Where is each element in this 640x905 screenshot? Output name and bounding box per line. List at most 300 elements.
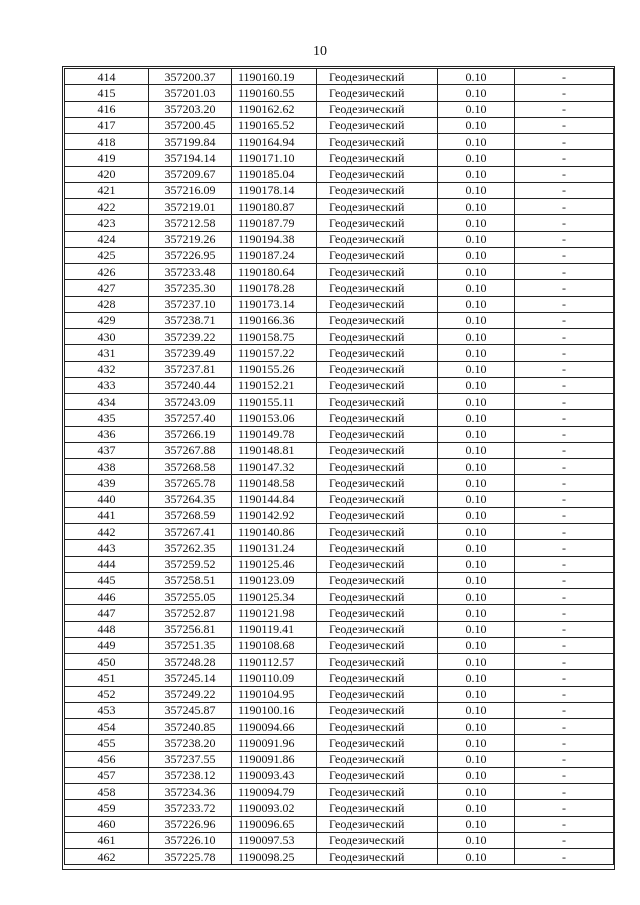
note-cell: -	[515, 329, 614, 345]
y-coordinate-cell: 1190100.16	[232, 702, 317, 718]
point-number-cell: 416	[65, 101, 149, 117]
table-row	[65, 654, 614, 670]
note-cell: -	[515, 101, 614, 117]
point-number-cell: 441	[65, 507, 149, 523]
method-cell: Геодезический	[317, 572, 438, 588]
accuracy-cell: 0.10	[438, 816, 515, 832]
note-cell: -	[515, 832, 614, 848]
point-number-cell: 418	[65, 134, 149, 150]
method-cell: Геодезический	[317, 507, 438, 523]
accuracy-cell: 0.10	[438, 296, 515, 312]
point-number-cell: 415	[65, 85, 149, 101]
x-coordinate-cell: 357237.81	[149, 361, 232, 377]
y-coordinate-cell: 1190166.36	[232, 312, 317, 328]
note-cell: -	[515, 442, 614, 458]
x-coordinate-cell: 357219.26	[149, 231, 232, 247]
note-cell: -	[515, 767, 614, 783]
note-cell: -	[515, 69, 614, 85]
y-coordinate-cell: 1190091.96	[232, 735, 317, 751]
note-cell: -	[515, 621, 614, 637]
table-row	[65, 410, 614, 426]
method-cell: Геодезический	[317, 849, 438, 865]
table-row	[65, 69, 614, 85]
method-cell: Геодезический	[317, 735, 438, 751]
table-row	[65, 572, 614, 588]
method-cell: Геодезический	[317, 264, 438, 280]
x-coordinate-cell: 357264.35	[149, 491, 232, 507]
y-coordinate-cell: 1190119.41	[232, 621, 317, 637]
method-cell: Геодезический	[317, 475, 438, 491]
x-coordinate-cell: 357216.09	[149, 182, 232, 198]
x-coordinate-cell: 357267.41	[149, 524, 232, 540]
accuracy-cell: 0.10	[438, 849, 515, 865]
accuracy-cell: 0.10	[438, 572, 515, 588]
y-coordinate-cell: 1190152.21	[232, 377, 317, 393]
y-coordinate-cell: 1190131.24	[232, 540, 317, 556]
method-cell: Геодезический	[317, 784, 438, 800]
point-number-cell: 448	[65, 621, 149, 637]
y-coordinate-cell: 1190180.87	[232, 199, 317, 215]
x-coordinate-cell: 357225.78	[149, 849, 232, 865]
accuracy-cell: 0.10	[438, 442, 515, 458]
accuracy-cell: 0.10	[438, 621, 515, 637]
table-row	[65, 150, 614, 166]
point-number-cell: 462	[65, 849, 149, 865]
x-coordinate-cell: 357235.30	[149, 280, 232, 296]
point-number-cell: 450	[65, 654, 149, 670]
method-cell: Геодезический	[317, 150, 438, 166]
note-cell: -	[515, 572, 614, 588]
method-cell: Геодезический	[317, 296, 438, 312]
accuracy-cell: 0.10	[438, 491, 515, 507]
accuracy-cell: 0.10	[438, 637, 515, 653]
point-number-cell: 456	[65, 751, 149, 767]
note-cell: -	[515, 199, 614, 215]
point-number-cell: 453	[65, 702, 149, 718]
accuracy-cell: 0.10	[438, 247, 515, 263]
y-coordinate-cell: 1190093.43	[232, 767, 317, 783]
accuracy-cell: 0.10	[438, 540, 515, 556]
point-number-cell: 440	[65, 491, 149, 507]
x-coordinate-cell: 357238.20	[149, 735, 232, 751]
point-number-cell: 451	[65, 670, 149, 686]
method-cell: Геодезический	[317, 247, 438, 263]
point-number-cell: 447	[65, 605, 149, 621]
point-number-cell: 430	[65, 329, 149, 345]
method-cell: Геодезический	[317, 231, 438, 247]
table-row	[65, 312, 614, 328]
note-cell: -	[515, 459, 614, 475]
y-coordinate-cell: 1190160.55	[232, 85, 317, 101]
x-coordinate-cell: 357245.87	[149, 702, 232, 718]
x-coordinate-cell: 357237.10	[149, 296, 232, 312]
point-number-cell: 428	[65, 296, 149, 312]
table-row	[65, 767, 614, 783]
point-number-cell: 446	[65, 589, 149, 605]
x-coordinate-cell: 357240.85	[149, 719, 232, 735]
method-cell: Геодезический	[317, 182, 438, 198]
accuracy-cell: 0.10	[438, 475, 515, 491]
table-row	[65, 199, 614, 215]
x-coordinate-cell: 357239.49	[149, 345, 232, 361]
method-cell: Геодезический	[317, 670, 438, 686]
table-row	[65, 800, 614, 816]
point-number-cell: 443	[65, 540, 149, 556]
point-number-cell: 457	[65, 767, 149, 783]
point-number-cell: 426	[65, 264, 149, 280]
note-cell: -	[515, 215, 614, 231]
x-coordinate-cell: 357209.67	[149, 166, 232, 182]
accuracy-cell: 0.10	[438, 377, 515, 393]
accuracy-cell: 0.10	[438, 719, 515, 735]
x-coordinate-cell: 357226.96	[149, 816, 232, 832]
accuracy-cell: 0.10	[438, 524, 515, 540]
y-coordinate-cell: 1190171.10	[232, 150, 317, 166]
table-row	[65, 264, 614, 280]
x-coordinate-cell: 357267.88	[149, 442, 232, 458]
accuracy-cell: 0.10	[438, 199, 515, 215]
x-coordinate-cell: 357252.87	[149, 605, 232, 621]
coordinates-table-body	[65, 69, 614, 865]
table-row	[65, 832, 614, 848]
note-cell: -	[515, 654, 614, 670]
y-coordinate-cell: 1190153.06	[232, 410, 317, 426]
method-cell: Геодезический	[317, 312, 438, 328]
table-row	[65, 182, 614, 198]
page-number: 10	[313, 44, 327, 59]
table-row	[65, 85, 614, 101]
note-cell: -	[515, 394, 614, 410]
accuracy-cell: 0.10	[438, 459, 515, 475]
point-number-cell: 439	[65, 475, 149, 491]
y-coordinate-cell: 1190125.46	[232, 556, 317, 572]
method-cell: Геодезический	[317, 621, 438, 637]
note-cell: -	[515, 475, 614, 491]
table-row	[65, 101, 614, 117]
table-row	[65, 816, 614, 832]
x-coordinate-cell: 357255.05	[149, 589, 232, 605]
x-coordinate-cell: 357233.48	[149, 264, 232, 280]
note-cell: -	[515, 134, 614, 150]
note-cell: -	[515, 589, 614, 605]
accuracy-cell: 0.10	[438, 345, 515, 361]
note-cell: -	[515, 556, 614, 572]
y-coordinate-cell: 1190147.32	[232, 459, 317, 475]
x-coordinate-cell: 357212.58	[149, 215, 232, 231]
point-number-cell: 452	[65, 686, 149, 702]
method-cell: Геодезический	[317, 702, 438, 718]
table-row	[65, 345, 614, 361]
y-coordinate-cell: 1190104.95	[232, 686, 317, 702]
y-coordinate-cell: 1190140.86	[232, 524, 317, 540]
x-coordinate-cell: 357257.40	[149, 410, 232, 426]
y-coordinate-cell: 1190155.26	[232, 361, 317, 377]
table-row	[65, 751, 614, 767]
table-row	[65, 621, 614, 637]
point-number-cell: 436	[65, 426, 149, 442]
x-coordinate-cell: 357226.95	[149, 247, 232, 263]
note-cell: -	[515, 264, 614, 280]
note-cell: -	[515, 540, 614, 556]
point-number-cell: 421	[65, 182, 149, 198]
note-cell: -	[515, 800, 614, 816]
y-coordinate-cell: 1190094.79	[232, 784, 317, 800]
method-cell: Геодезический	[317, 69, 438, 85]
note-cell: -	[515, 637, 614, 653]
point-number-cell: 437	[65, 442, 149, 458]
accuracy-cell: 0.10	[438, 410, 515, 426]
method-cell: Геодезический	[317, 832, 438, 848]
y-coordinate-cell: 1190155.11	[232, 394, 317, 410]
note-cell: -	[515, 751, 614, 767]
x-coordinate-cell: 357200.45	[149, 117, 232, 133]
x-coordinate-cell: 357200.37	[149, 69, 232, 85]
table-row	[65, 524, 614, 540]
y-coordinate-cell: 1190121.98	[232, 605, 317, 621]
method-cell: Геодезический	[317, 134, 438, 150]
point-number-cell: 455	[65, 735, 149, 751]
point-number-cell: 425	[65, 247, 149, 263]
note-cell: -	[515, 491, 614, 507]
accuracy-cell: 0.10	[438, 784, 515, 800]
method-cell: Геодезический	[317, 361, 438, 377]
x-coordinate-cell: 357237.55	[149, 751, 232, 767]
method-cell: Геодезический	[317, 800, 438, 816]
y-coordinate-cell: 1190144.84	[232, 491, 317, 507]
x-coordinate-cell: 357249.22	[149, 686, 232, 702]
y-coordinate-cell: 1190148.58	[232, 475, 317, 491]
point-number-cell: 414	[65, 69, 149, 85]
note-cell: -	[515, 524, 614, 540]
method-cell: Геодезический	[317, 101, 438, 117]
y-coordinate-cell: 1190123.09	[232, 572, 317, 588]
accuracy-cell: 0.10	[438, 507, 515, 523]
accuracy-cell: 0.10	[438, 686, 515, 702]
method-cell: Геодезический	[317, 637, 438, 653]
method-cell: Геодезический	[317, 199, 438, 215]
note-cell: -	[515, 166, 614, 182]
x-coordinate-cell: 357243.09	[149, 394, 232, 410]
method-cell: Геодезический	[317, 459, 438, 475]
note-cell: -	[515, 345, 614, 361]
y-coordinate-cell: 1190098.25	[232, 849, 317, 865]
x-coordinate-cell: 357234.36	[149, 784, 232, 800]
method-cell: Геодезический	[317, 719, 438, 735]
y-coordinate-cell: 1190097.53	[232, 832, 317, 848]
accuracy-cell: 0.10	[438, 312, 515, 328]
coordinates-table	[64, 68, 614, 865]
method-cell: Геодезический	[317, 442, 438, 458]
point-number-cell: 433	[65, 377, 149, 393]
method-cell: Геодезический	[317, 85, 438, 101]
accuracy-cell: 0.10	[438, 654, 515, 670]
method-cell: Геодезический	[317, 524, 438, 540]
method-cell: Геодезический	[317, 491, 438, 507]
y-coordinate-cell: 1190194.38	[232, 231, 317, 247]
table-row	[65, 426, 614, 442]
note-cell: -	[515, 686, 614, 702]
table-row	[65, 849, 614, 865]
point-number-cell: 432	[65, 361, 149, 377]
method-cell: Геодезический	[317, 540, 438, 556]
accuracy-cell: 0.10	[438, 394, 515, 410]
table-row	[65, 134, 614, 150]
y-coordinate-cell: 1190093.02	[232, 800, 317, 816]
x-coordinate-cell: 357248.28	[149, 654, 232, 670]
x-coordinate-cell: 357259.52	[149, 556, 232, 572]
method-cell: Геодезический	[317, 215, 438, 231]
method-cell: Геодезический	[317, 426, 438, 442]
x-coordinate-cell: 357256.81	[149, 621, 232, 637]
y-coordinate-cell: 1190148.81	[232, 442, 317, 458]
y-coordinate-cell: 1190178.28	[232, 280, 317, 296]
note-cell: -	[515, 507, 614, 523]
accuracy-cell: 0.10	[438, 117, 515, 133]
method-cell: Геодезический	[317, 117, 438, 133]
method-cell: Геодезический	[317, 394, 438, 410]
x-coordinate-cell: 357262.35	[149, 540, 232, 556]
table-row	[65, 605, 614, 621]
table-row	[65, 686, 614, 702]
method-cell: Геодезический	[317, 816, 438, 832]
method-cell: Геодезический	[317, 329, 438, 345]
note-cell: -	[515, 117, 614, 133]
x-coordinate-cell: 357203.20	[149, 101, 232, 117]
table-row	[65, 394, 614, 410]
note-cell: -	[515, 816, 614, 832]
table-row	[65, 247, 614, 263]
point-number-cell: 438	[65, 459, 149, 475]
point-number-cell: 459	[65, 800, 149, 816]
note-cell: -	[515, 377, 614, 393]
table-row	[65, 540, 614, 556]
point-number-cell: 449	[65, 637, 149, 653]
note-cell: -	[515, 670, 614, 686]
x-coordinate-cell: 357240.44	[149, 377, 232, 393]
point-number-cell: 458	[65, 784, 149, 800]
table-row	[65, 442, 614, 458]
method-cell: Геодезический	[317, 280, 438, 296]
table-row	[65, 719, 614, 735]
y-coordinate-cell: 1190180.64	[232, 264, 317, 280]
accuracy-cell: 0.10	[438, 670, 515, 686]
note-cell: -	[515, 605, 614, 621]
table-row	[65, 589, 614, 605]
x-coordinate-cell: 357251.35	[149, 637, 232, 653]
accuracy-cell: 0.10	[438, 231, 515, 247]
table-row	[65, 491, 614, 507]
point-number-cell: 434	[65, 394, 149, 410]
point-number-cell: 419	[65, 150, 149, 166]
method-cell: Геодезический	[317, 377, 438, 393]
y-coordinate-cell: 1190108.68	[232, 637, 317, 653]
note-cell: -	[515, 296, 614, 312]
y-coordinate-cell: 1190164.94	[232, 134, 317, 150]
note-cell: -	[515, 361, 614, 377]
y-coordinate-cell: 1190149.78	[232, 426, 317, 442]
x-coordinate-cell: 357201.03	[149, 85, 232, 101]
note-cell: -	[515, 735, 614, 751]
x-coordinate-cell: 357268.59	[149, 507, 232, 523]
note-cell: -	[515, 85, 614, 101]
method-cell: Геодезический	[317, 556, 438, 572]
method-cell: Геодезический	[317, 345, 438, 361]
table-row	[65, 280, 614, 296]
y-coordinate-cell: 1190178.14	[232, 182, 317, 198]
y-coordinate-cell: 1190187.24	[232, 247, 317, 263]
x-coordinate-cell: 357268.58	[149, 459, 232, 475]
y-coordinate-cell: 1190187.79	[232, 215, 317, 231]
y-coordinate-cell: 1190096.65	[232, 816, 317, 832]
y-coordinate-cell: 1190160.19	[232, 69, 317, 85]
x-coordinate-cell: 357266.19	[149, 426, 232, 442]
point-number-cell: 417	[65, 117, 149, 133]
y-coordinate-cell: 1190110.09	[232, 670, 317, 686]
accuracy-cell: 0.10	[438, 751, 515, 767]
accuracy-cell: 0.10	[438, 735, 515, 751]
point-number-cell: 445	[65, 572, 149, 588]
table-row	[65, 329, 614, 345]
accuracy-cell: 0.10	[438, 166, 515, 182]
note-cell: -	[515, 702, 614, 718]
table-row	[65, 117, 614, 133]
x-coordinate-cell: 357238.12	[149, 767, 232, 783]
x-coordinate-cell: 357194.14	[149, 150, 232, 166]
point-number-cell: 460	[65, 816, 149, 832]
table-row	[65, 296, 614, 312]
x-coordinate-cell: 357233.72	[149, 800, 232, 816]
note-cell: -	[515, 410, 614, 426]
accuracy-cell: 0.10	[438, 589, 515, 605]
note-cell: -	[515, 312, 614, 328]
accuracy-cell: 0.10	[438, 69, 515, 85]
y-coordinate-cell: 1190125.34	[232, 589, 317, 605]
note-cell: -	[515, 426, 614, 442]
accuracy-cell: 0.10	[438, 101, 515, 117]
y-coordinate-cell: 1190142.92	[232, 507, 317, 523]
x-coordinate-cell: 357265.78	[149, 475, 232, 491]
accuracy-cell: 0.10	[438, 702, 515, 718]
method-cell: Геодезический	[317, 686, 438, 702]
accuracy-cell: 0.10	[438, 361, 515, 377]
table-row	[65, 361, 614, 377]
y-coordinate-cell: 1190094.66	[232, 719, 317, 735]
table-row	[65, 215, 614, 231]
table-row	[65, 377, 614, 393]
accuracy-cell: 0.10	[438, 767, 515, 783]
table-row	[65, 166, 614, 182]
method-cell: Геодезический	[317, 751, 438, 767]
accuracy-cell: 0.10	[438, 426, 515, 442]
y-coordinate-cell: 1190112.57	[232, 654, 317, 670]
point-number-cell: 435	[65, 410, 149, 426]
accuracy-cell: 0.10	[438, 264, 515, 280]
y-coordinate-cell: 1190185.04	[232, 166, 317, 182]
accuracy-cell: 0.10	[438, 605, 515, 621]
note-cell: -	[515, 849, 614, 865]
accuracy-cell: 0.10	[438, 134, 515, 150]
y-coordinate-cell: 1190091.86	[232, 751, 317, 767]
method-cell: Геодезический	[317, 410, 438, 426]
point-number-cell: 420	[65, 166, 149, 182]
table-row	[65, 735, 614, 751]
point-number-cell: 427	[65, 280, 149, 296]
point-number-cell: 424	[65, 231, 149, 247]
point-number-cell: 423	[65, 215, 149, 231]
note-cell: -	[515, 231, 614, 247]
x-coordinate-cell: 357219.01	[149, 199, 232, 215]
accuracy-cell: 0.10	[438, 832, 515, 848]
